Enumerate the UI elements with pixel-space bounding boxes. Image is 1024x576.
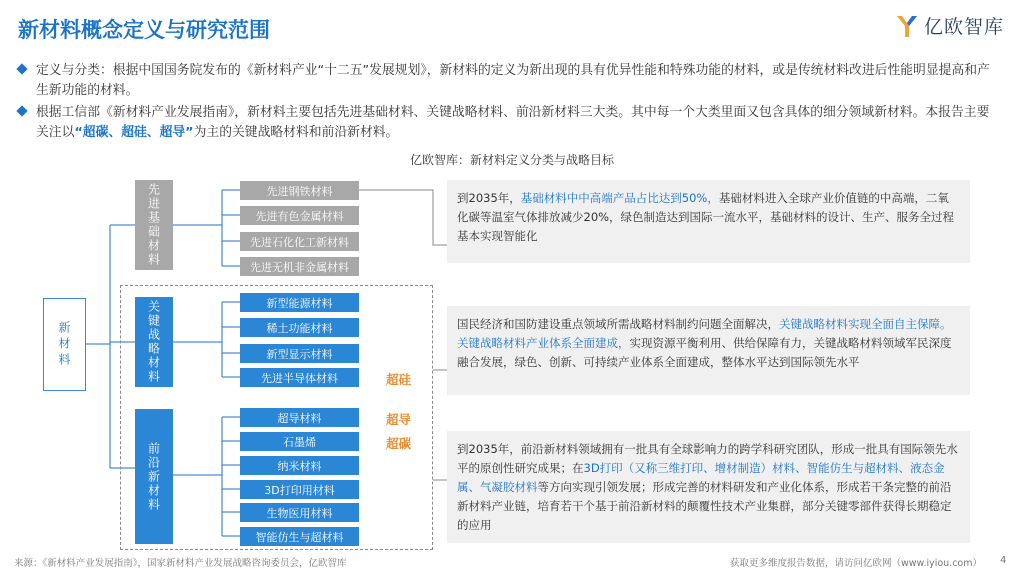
item-bionic-metamaterial: 智能仿生与超材料 xyxy=(240,527,359,546)
item-semiconductor: 先进半导体材料 xyxy=(240,368,359,387)
item-advanced-petrochemical: 先进石化化工新材料 xyxy=(240,232,359,251)
item-advanced-steel: 先进钢铁材料 xyxy=(240,181,359,200)
root-node: 新材料 xyxy=(43,298,86,391)
diagram-subtitle: 亿欧智库：新材料定义分类与战略目标 xyxy=(409,153,614,167)
bullet-definition: 定义与分类：根据中国国务院发布的《新材料产业“十二五”发展规划》，新材料的定义为新出现的具有优异性能和特殊功能的材料，或是传统材料改进后性能明显提高和产生新功能的材料。 xyxy=(36,61,1002,101)
category-frontier: 前沿新材料 xyxy=(135,409,173,544)
tag-super-silicon: 超硅 xyxy=(386,372,412,387)
item-graphene: 石墨烯 xyxy=(240,432,359,451)
item-3d-printing: 3D打印用材料 xyxy=(240,480,359,499)
goal-highlight: 基础材料中中高端产品占比达到50%， xyxy=(520,191,719,205)
item-new-energy: 新型能源材料 xyxy=(240,293,359,312)
goal-panel-frontier: 到2035年，前沿新材料领域拥有一批具有全球影响力的跨学科研究团队，形成一批具有国际领先水平的原创性研究成果；在3D打印（又称三维打印、增材制造）材料、智能仿生与超材料、液态金属、气凝胶材料等方向实现引领发展；形成完善的材料研发和产业化体系，形成若干条完整的前沿新材料产业链，培育若干个基于前沿新材料的颠覆性技术产业集群，部分关键零部件获得长期稳定的应用 xyxy=(447,431,970,543)
item-new-display: 新型显示材料 xyxy=(240,344,359,363)
item-superconductor: 超导材料 xyxy=(240,408,359,427)
bullet-classification: 根据工信部《新材料产业发展指南》，新材料主要包括先进基础材料、关键战略材料、前沿新材料三大类。其中每一个大类里面又包含具体的细分领域新材料。本报告主要关注以“超碳、超硅、超导”为主的关键战略材料和前沿新材料。 xyxy=(36,103,1002,143)
item-rare-earth: 稀土功能材料 xyxy=(240,318,359,337)
footer-link-text[interactable]: 获取更多维度报告数据，请访问亿欧网（www.iyiou.com） xyxy=(730,558,983,569)
tag-super-carbon: 超碳 xyxy=(386,436,412,451)
goal-highlight: 关键战略材料实现全面自主保障。关键战略材料产业体系全面建成， xyxy=(457,317,952,350)
item-advanced-inorganic: 先进无机非金属材料 xyxy=(240,257,359,276)
goal-panel-basic: 到2035年，基础材料中中高端产品占比达到50%，基础材料进入全球产业价值链的中高端，二氧化碳等温室气体排放减少20%，绿色制造达到国际一流水平，基础材料的设计、生产、服务全过程基本实现智能化 xyxy=(447,180,970,263)
logo-text: 亿欧智库 xyxy=(924,16,1005,38)
page-number: 4 xyxy=(1000,555,1007,566)
goal-highlight: 3D打印（又称三维打印、增材制造）材料、智能仿生与超材料、液态金属、气凝胶材料 xyxy=(457,461,945,494)
page-title: 新材料概念定义与研究范围 xyxy=(18,18,270,42)
item-biomedical: 生物医用材料 xyxy=(240,503,359,522)
tag-superconducting: 超导 xyxy=(386,412,412,427)
goal-panel-strategic: 国民经济和国防建设重点领域所需战略材料制约问题全面解决，关键战略材料实现全面自主保障。关键战略材料产业体系全面建成，实现资源平衡利用、供给保障有力，关键战略材料领域军民深度融合发展，绿色、创新、可持续产业体系全面建成，整体水平达到国际领先水平 xyxy=(447,306,970,395)
category-advanced-basic: 先进基础材料 xyxy=(135,180,173,270)
footer-source: 来源：《新材料产业发展指南》，国家新材料产业发展战略咨询委员会，亿欧智库 xyxy=(14,558,347,569)
item-advanced-nonferrous: 先进有色金属材料 xyxy=(240,206,359,225)
item-nano: 纳米材料 xyxy=(240,456,359,475)
highlight-text: “超碳、超硅、超导” xyxy=(74,125,194,140)
category-key-strategic: 关键战略材料 xyxy=(135,297,173,387)
